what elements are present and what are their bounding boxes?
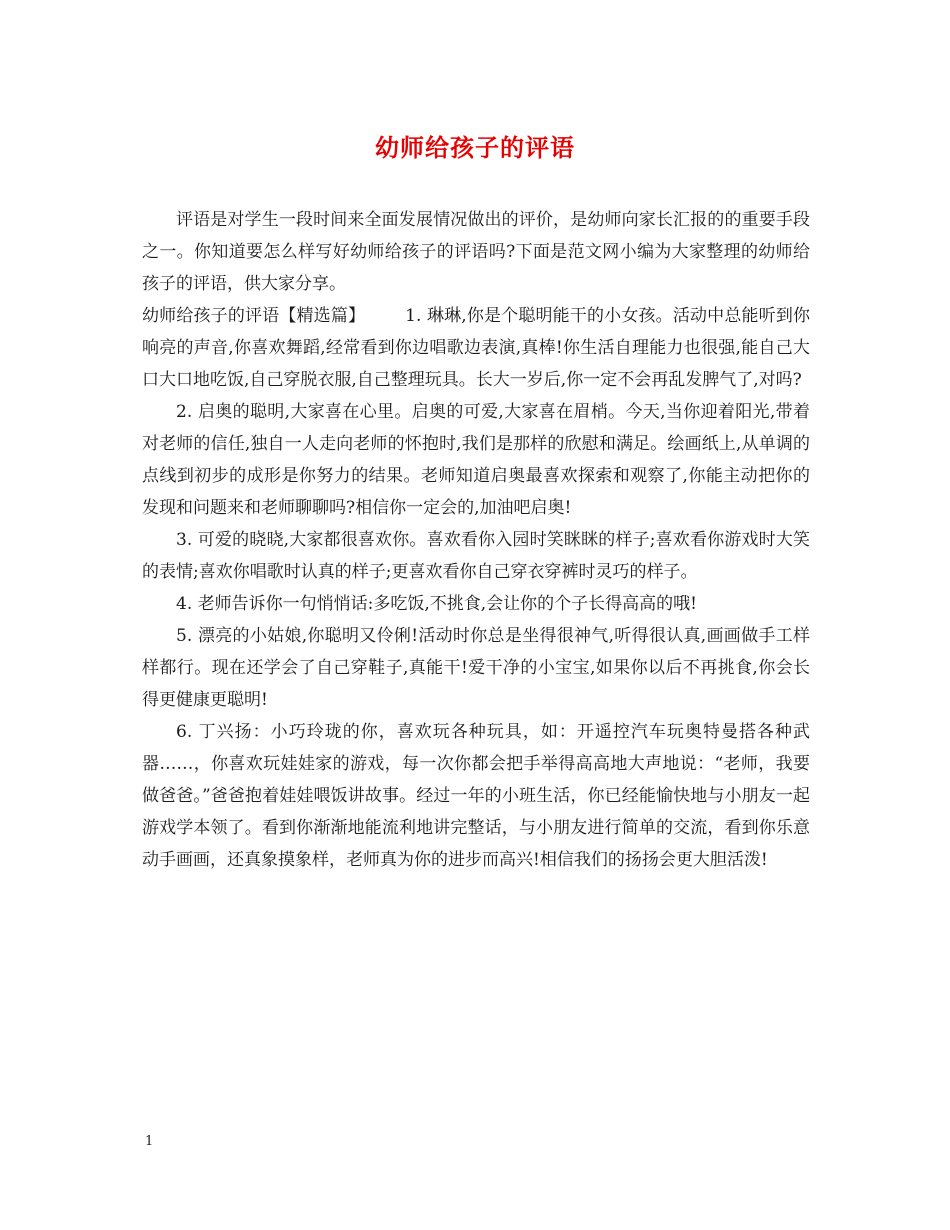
section-heading: 幼师给孩子的评语【精选篇】 — [142, 306, 366, 326]
intro-paragraph: 评语是对学生一段时间来全面发展情况做出的评价，是幼师向家长汇报的的重要手段之一。你知道要怎么样写好幼师给孩子的评语吗?下面是范文网小编为大家整理的幼师给孩子的评语，供大家分享。 — [142, 210, 810, 294]
item-5-paragraph: 5. 漂亮的小姑娘,你聪明又伶俐!活动时你总是坐得很神气,听得很认真,画画做手工样样都行。现在还学会了自己穿鞋子,真能干!爱干净的小宝宝,如果你以后不再挑食,你会长得更健康更聪明! — [142, 626, 810, 710]
page-number: 1 — [145, 1134, 154, 1149]
item-1-text: 1. 琳琳,你是个聪明能干的小女孩。活动中总能听到你响亮的声音,你喜欢舞蹈,经常看到你边唱歌边表演,真棒!你生活自理能力也很强,能自己大口大口地吃饭,自己穿脱衣服,自己整理玩具。长大一岁后,你一定不会再乱发脾气了,对吗? — [142, 306, 810, 390]
document-body — [142, 204, 810, 876]
item-1-paragraph — [142, 300, 810, 396]
document-title: 幼师给孩子的评语 — [375, 133, 575, 162]
item-2-paragraph: 2. 启奥的聪明,大家喜在心里。启奥的可爱,大家喜在眉梢。今天,当你迎着阳光,带着对老师的信任,独自一人走向老师的怀抱时,我们是那样的欣慰和满足。绘画纸上,从单调的点线到初步的成形是你努力的结果。老师知道启奥最喜欢探索和观察了,你能主动把你的发现和问题来和老师聊聊吗?相信你一定会的,加油吧启奥! — [142, 402, 810, 518]
item-3-paragraph: 3. 可爱的晓晓,大家都很喜欢你。喜欢看你入园时笑眯眯的样子;喜欢看你游戏时大笑的表情;喜欢你唱歌时认真的样子;更喜欢看你自己穿衣穿裤时灵巧的样子。 — [142, 530, 810, 582]
item-6-paragraph: 6. 丁兴扬：小巧玲珑的你，喜欢玩各种玩具，如：开遥控汽车玩奥特曼搭各种武器……，你喜欢玩娃娃家的游戏，每一次你都会把手举得高高地大声地说：“老师，我要做爸爸。”爸爸抱着娃娃喂饭讲故事。经过一年的小班生活，你已经能愉快地与小朋友一起游戏学本领了。看到你渐渐地能流利地讲完整话，与小朋友进行简单的交流，看到你乐意动手画画，还真象摸象样，老师真为你的进步而高兴!相信我们的扬扬会更大胆活泼! — [142, 722, 810, 870]
item-4-paragraph: 4. 老师告诉你一句悄悄话:多吃饭,不挑食,会让你的个子长得高高的哦! — [176, 594, 697, 614]
